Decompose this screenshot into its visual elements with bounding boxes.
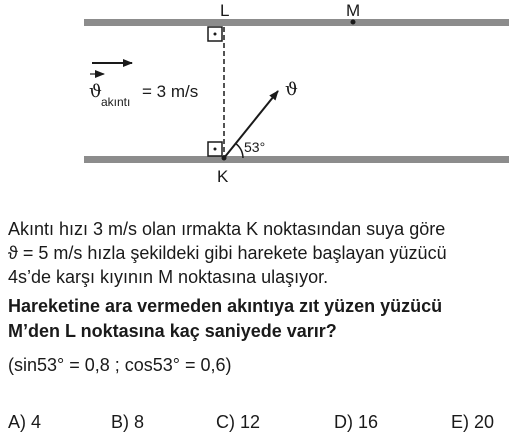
top-bank [84, 19, 509, 26]
angle-arc [235, 143, 243, 158]
right-angle-bottom-dot [214, 148, 217, 151]
question-bold-line-2: M’den L noktasına kaç saniyede varır? [8, 321, 337, 341]
label-l: L [220, 1, 230, 20]
current-value: = 3 m/s [142, 82, 199, 101]
choice-a[interactable]: A) 4 [8, 412, 42, 432]
question-line-1: Akıntı hızı 3 m/s olan ırmakta K noktasından suya göre [8, 219, 446, 239]
angle-label: 53° [244, 139, 266, 155]
question-bold-line-1: Hareketine ara vermeden akıntıya zıt yüzen yüzücü [8, 296, 443, 316]
choice-d[interactable]: D) 16 [334, 412, 379, 432]
question-line-2: ϑ = 5 m/s hızla şekildeki gibi harekete başlayan yüzücü [8, 243, 447, 263]
point-m-dot [351, 20, 356, 25]
answer-choices [0, 412, 518, 436]
right-angle-top-dot [214, 33, 217, 36]
swimmer-velocity-symbol: ϑ [285, 79, 298, 100]
bottom-bank [84, 156, 509, 163]
label-m: M [346, 1, 361, 20]
current-velocity-symbol: ϑ [89, 81, 102, 102]
river-figure [0, 0, 518, 195]
label-k: K [217, 167, 229, 186]
choice-b[interactable]: B) 8 [111, 412, 145, 432]
given-values: (sin53° = 0,8 ; cos53° = 0,6) [8, 355, 232, 375]
choice-e[interactable]: E) 20 [451, 412, 495, 432]
current-subscript: akıntı [101, 95, 131, 109]
choice-c[interactable]: C) 12 [216, 412, 261, 432]
question-line-3: 4s’de karşı kıyının M noktasına ulaşıyor. [8, 267, 329, 287]
